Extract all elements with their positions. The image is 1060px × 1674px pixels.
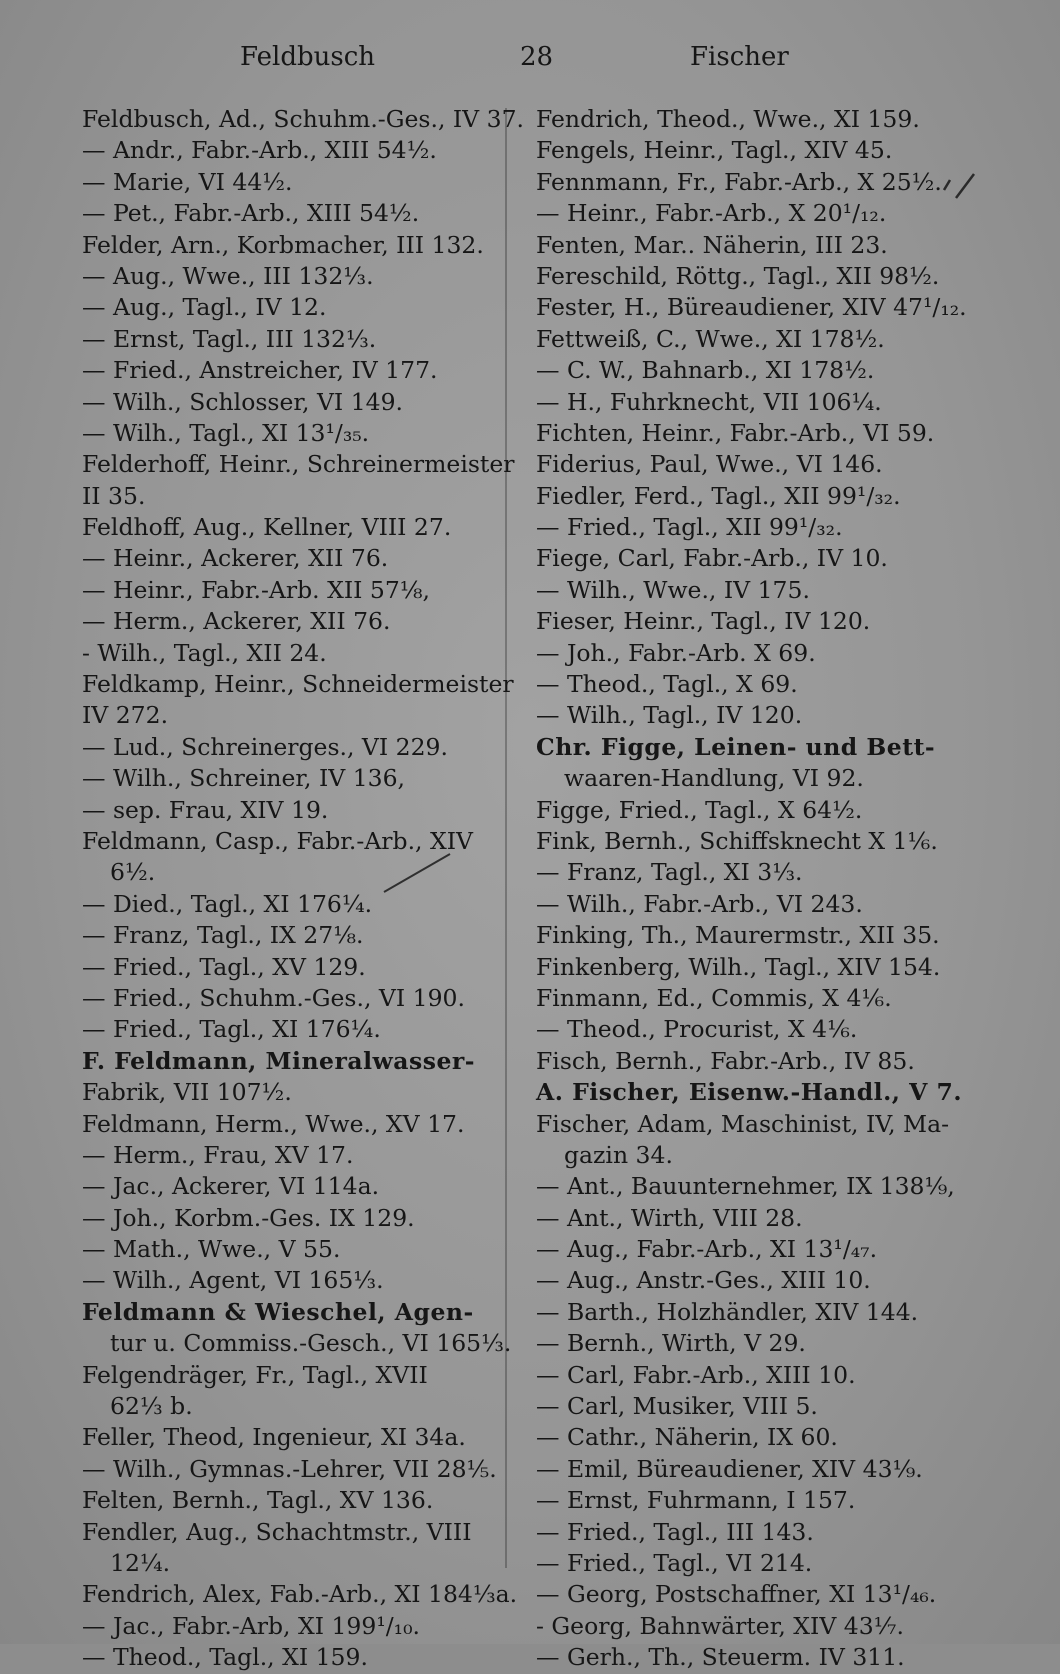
pencil-check-mark [940,168,980,202]
directory-entry: — Fried., Tagl., XI 176¼. [82,1015,381,1044]
directory-entry: Finmann, Ed., Commis, X 4⅙. [536,983,892,1012]
directory-entry: — Andr., Fabr.-Arb., XIII 54½. [82,136,437,165]
directory-entry: Feldhoff, Aug., Kellner, VIII 27. [82,513,452,542]
directory-entry: Fichten, Heinr., Fabr.-Arb., VI 59. [536,418,935,447]
directory-entry: — Heinr., Fabr.-Arb. XII 57⅛, [82,575,431,604]
directory-entry: — Gerh., Th., Steuerm. IV 311. [536,1643,905,1672]
directory-entry: 6½. [110,858,156,887]
directory-entry: - Georg, Bahnwärter, XIV 43⅐. [536,1611,904,1640]
directory-entry: IV 272. [82,701,169,730]
directory-entry: Feldmann, Herm., Wwe., XV 17. [82,1109,465,1138]
directory-entry: Fendler, Aug., Schachtmstr., VIII [82,1517,472,1546]
directory-entry: - Wilh., Tagl., XII 24. [82,638,327,667]
directory-entry: Fischer, Adam, Maschinist, IV, Ma- [536,1109,950,1138]
page-number: 28 [520,42,554,72]
directory-entry: — Wilh., Schreiner, IV 136, [82,764,406,793]
directory-entry: Chr. Figge, Leinen- und Bett- [536,732,936,761]
directory-entry: — Wilh., Fabr.-Arb., VI 243. [536,889,863,918]
directory-entry: Feldmann, Casp., Fabr.-Arb., XIV [82,826,473,855]
running-head-left: Feldbusch [240,42,376,72]
right-column [536,104,976,1674]
directory-entry: — Theod., Tagl., X 69. [536,670,798,699]
directory-entry: Finkenberg, Wilh., Tagl., XIV 154. [536,952,941,981]
directory-entry: — Theod., Tagl., XI 159. [82,1643,368,1672]
directory-entry: — Lud., Schreinerges., VI 229. [82,732,448,761]
directory-entry: Feldmann & Wieschel, Agen- [82,1297,474,1326]
running-head-right: Fischer [690,42,789,72]
directory-entry: — Heinr., Ackerer, XII 76. [82,544,389,573]
directory-entry: — Wilh., Wwe., IV 175. [536,575,810,604]
directory-entry: Feller, Theod, Ingenieur, XI 34a. [82,1423,466,1452]
directory-entry: — Franz, Tagl., XI 3⅓. [536,858,803,887]
directory-entry: — Wilh., Schlosser, VI 149. [82,387,404,416]
directory-entry: Feldbusch, Ad., Schuhm.-Ges., IV 37. [82,105,524,133]
directory-entry: Fink, Bernh., Schiffsknecht X 1⅙. [536,826,938,855]
directory-entry: — Cathr., Näherin, IX 60. [536,1423,838,1452]
directory-entry: — Fried., Tagl., VI 214. [536,1548,813,1577]
directory-entry: — Carl, Musiker, VIII 5. [536,1392,818,1421]
directory-entry: — Died., Tagl., XI 176¼. [82,889,373,918]
directory-entry: — Emil, Büreaudiener, XIV 43⅑. [536,1454,923,1483]
directory-entry: — Joh., Fabr.-Arb. X 69. [536,638,816,667]
directory-entry: F. Feldmann, Mineralwasser- [82,1046,476,1075]
directory-entry: Feldkamp, Heinr., Schneidermeister [82,670,514,699]
directory-entry: — Fried., Schuhm.-Ges., VI 190. [82,983,465,1012]
directory-entry: — Jac., Fabr.-Arb, XI 199¹/₁₀. [82,1611,420,1640]
directory-entry: Fereschild, Röttg., Tagl., XII 98½. [536,261,940,290]
directory-entry: — Marie, VI 44½. [82,167,293,196]
directory-entry: Felgendräger, Fr., Tagl., XVII [82,1360,428,1389]
directory-entry: — Theod., Procurist, X 4⅙. [536,1015,858,1044]
directory-entry: Fiedler, Ferd., Tagl., XII 99¹/₃₂. [536,481,901,510]
directory-entry: — sep. Frau, XIV 19. [82,795,329,824]
directory-entry: — Wilh., Tagl., IV 120. [536,701,803,730]
directory-entry: — Aug., Wwe., III 132⅓. [82,261,374,290]
directory-entry: — Aug., Tagl., IV 12. [82,293,327,322]
directory-entry: — Bernh., Wirth, V 29. [536,1329,806,1358]
directory-entry: Felderhoff, Heinr., Schreinermeister [82,450,515,479]
directory-entry: — Ant., Wirth, VIII 28. [536,1203,803,1232]
directory-entry: — Georg, Postschaffner, XI 13¹/₄₆. [536,1580,937,1609]
directory-entry: — Herm., Ackerer, XII 76. [82,607,391,636]
directory-entry: — Herm., Frau, XV 17. [82,1140,354,1169]
directory-entry: Fester, H., Büreaudiener, XIV 47¹/₁₂. [536,293,967,322]
directory-entry: Finking, Th., Maurermstr., XII 35. [536,921,940,950]
directory-entry: Fiderius, Paul, Wwe., VI 146. [536,450,883,479]
directory-entry: Fisch, Bernh., Fabr.-Arb., IV 85. [536,1046,915,1075]
directory-entry: Fieser, Heinr., Tagl., IV 120. [536,607,871,636]
directory-entry: — Fried., Anstreicher, IV 177. [82,356,438,385]
directory-entry: — Aug., Fabr.-Arb., XI 13¹/₄₇. [536,1235,878,1264]
directory-entry: 62⅓ b. [110,1392,193,1421]
directory-entry: — Wilh., Gymnas.-Lehrer, VII 28⅕. [82,1454,497,1483]
directory-entry: waaren-Handlung, VI 92. [564,764,864,793]
directory-entry: — Joh., Korbm.-Ges. IX 129. [82,1203,415,1232]
directory-entry: — Ant., Bauunternehmer, IX 138⅑, [536,1172,955,1201]
directory-entry: — Carl, Fabr.-Arb., XIII 10. [536,1360,856,1389]
pencil-stroke-mark [380,848,460,898]
directory-entry: — Fried., Tagl., XV 129. [82,952,366,981]
directory-entry: Fabrik, VII 107½. [82,1078,292,1107]
directory-entry: — Heinr., Fabr.-Arb., X 20¹/₁₂. [536,199,887,228]
directory-entry: — Fried., Tagl., XII 99¹/₃₂. [536,513,843,542]
directory-entry: A. Fischer, Eisenw.-Handl., V 7. [536,1078,963,1107]
directory-entry: Fiege, Carl, Fabr.-Arb., IV 10. [536,544,888,573]
directory-entry: — Barth., Holzhändler, XIV 144. [536,1297,919,1326]
directory-entry: — Jac., Ackerer, VI 114a. [82,1172,380,1201]
directory-entry: — Wilh., Agent, VI 165⅓. [82,1266,384,1295]
directory-entry: Figge, Fried., Tagl., X 64½. [536,795,863,824]
directory-entry: II 35. [82,481,146,510]
directory-entry: — Ernst, Fuhrmann, I 157. [536,1486,856,1515]
directory-entry: 12¼. [110,1548,171,1577]
directory-entry: Felder, Arn., Korbmacher, III 132. [82,230,484,259]
directory-entry: Fenten, Mar.. Näherin, III 23. [536,230,888,259]
directory-entry: — Wilh., Tagl., XI 13¹/₃₅. [82,418,370,447]
directory-entry: — C. W., Bahnarb., XI 178½. [536,356,875,385]
directory-entry: — Franz, Tagl., IX 27⅛. [82,921,364,950]
directory-entry: tur u. Commiss.-Gesch., VI 165⅓. [110,1329,512,1358]
directory-entry: Fendrich, Theod., Wwe., XI 159. [536,105,920,133]
directory-entry: Fengels, Heinr., Tagl., XIV 45. [536,136,893,165]
directory-entry: gazin 34. [564,1140,673,1169]
directory-entry: — Math., Wwe., V 55. [82,1235,341,1264]
directory-entry: — Fried., Tagl., III 143. [536,1517,814,1546]
directory-entry: — Pet., Fabr.-Arb., XIII 54½. [82,199,420,228]
directory-entry: — H., Fuhrknecht, VII 106¼. [536,387,882,416]
directory-entry: Fettweiß, C., Wwe., XI 178½. [536,324,885,353]
directory-entry: — Aug., Anstr.-Ges., XIII 10. [536,1266,871,1295]
directory-entry: Fennmann, Fr., Fabr.-Arb., X 25½. [536,167,942,196]
directory-entry: Fendrich, Alex, Fab.-Arb., XI 184⅓a. [82,1580,518,1609]
directory-entry: — Ernst, Tagl., III 132⅓. [82,324,377,353]
directory-entry: Felten, Bernh., Tagl., XV 136. [82,1486,434,1515]
